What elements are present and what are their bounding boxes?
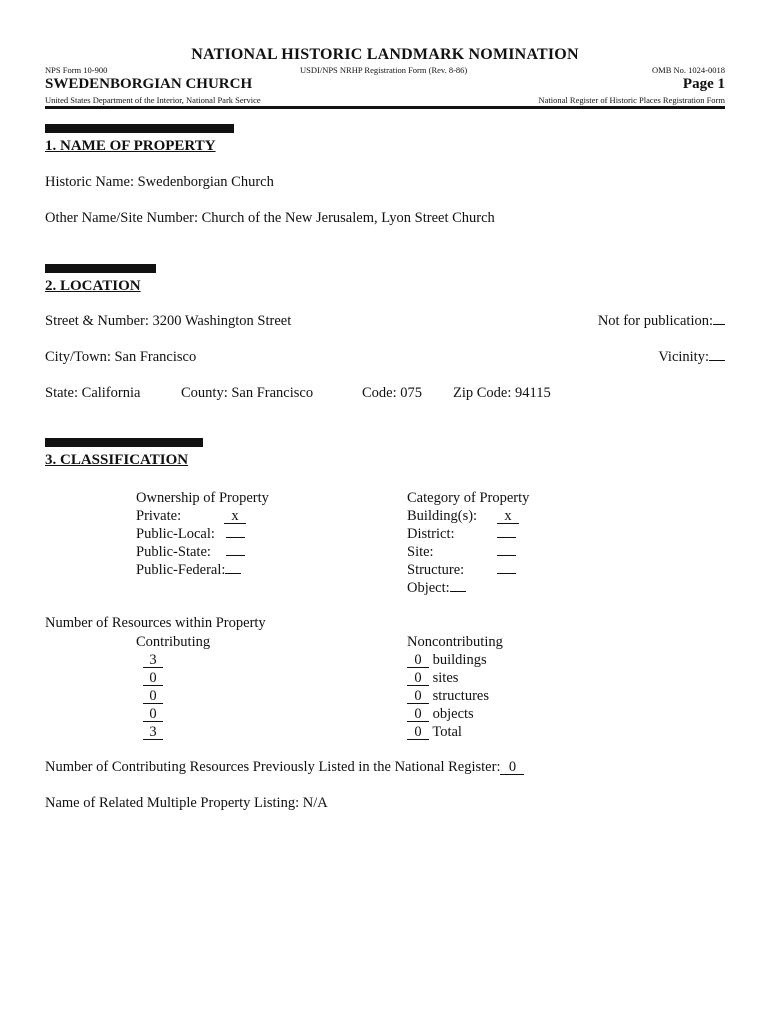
category-site: Site: [407, 543, 567, 561]
zip-code: Zip Code: 94115 [453, 385, 551, 401]
vicinity-blank [709, 360, 725, 361]
category-buildings: Building(s): x [407, 507, 567, 525]
section-2-title: 2. LOCATION [45, 278, 141, 294]
contributing-sites: 0 [136, 669, 256, 687]
resources-heading: Number of Resources within Property [45, 615, 266, 631]
ownership-public-local: Public-Local: [136, 525, 296, 543]
noncontributing-buildings: 0 buildings [407, 651, 567, 669]
code: Code: 075 [362, 385, 423, 401]
contributing-buildings: 3 [136, 651, 256, 669]
ownership-public-state: Public-State: [136, 543, 296, 561]
property-name-header: SWEDENBORGIAN CHURCH [45, 76, 253, 92]
section-1-title: 1. NAME OF PROPERTY [45, 138, 216, 154]
ownership-heading: Ownership of Property [136, 490, 269, 506]
contributing-structures: 0 [136, 687, 256, 705]
section-bar [45, 264, 156, 273]
noncontributing-total: 0 Total [407, 723, 567, 741]
document-title: NATIONAL HISTORIC LANDMARK NOMINATION [191, 46, 579, 63]
other-name: Other Name/Site Number: Church of the New Jerusalem, Lyon Street Church [45, 210, 495, 226]
state: State: California [45, 385, 141, 401]
not-for-publication: Not for publication: [598, 313, 725, 330]
not-for-publication-blank [713, 324, 725, 325]
county: County: San Francisco [181, 385, 314, 401]
category-district: District: [407, 525, 567, 543]
category-object: Object: [407, 579, 567, 597]
noncontributing-objects: 0 objects [407, 705, 567, 723]
ownership-private: Private: x [136, 507, 296, 525]
noncontributing-sites: 0 sites [407, 669, 567, 687]
noncontributing-column [407, 633, 567, 741]
contributing-column [136, 633, 256, 741]
contributing-objects: 0 [136, 705, 256, 723]
contributing-heading: Contributing [136, 634, 211, 650]
noncontributing-structures: 0 structures [407, 687, 567, 705]
category-structure: Structure: [407, 561, 567, 579]
city-town: City/Town: San Francisco [45, 349, 197, 365]
previously-listed: Number of Contributing Resources Previously Listed in the National Register: 0 [45, 759, 524, 776]
form-number: NPS Form 10-900 [45, 65, 108, 75]
department-line: United States Department of the Interior, National Park Service [45, 95, 261, 105]
category-of-property [407, 489, 567, 597]
historic-name: Historic Name: Swedenborgian Church [45, 174, 274, 190]
section-bar [45, 438, 203, 447]
section-bar [45, 124, 234, 133]
omb-number: OMB No. 1024-0018 [652, 65, 725, 75]
section-3-title: 3. CLASSIFICATION [45, 452, 189, 468]
contributing-total: 3 [136, 723, 256, 741]
street-number: Street & Number: 3200 Washington Street [45, 313, 292, 329]
category-heading: Category of Property [407, 490, 530, 506]
ownership-public-federal: Public-Federal: [136, 561, 296, 579]
vicinity: Vicinity: [658, 349, 725, 366]
related-listing: Name of Related Multiple Property Listing: N/A [45, 795, 328, 811]
register-line: National Register of Historic Places Registration Form [538, 95, 725, 105]
page-number: Page 1 [682, 76, 725, 92]
header-rule [45, 106, 725, 109]
noncontributing-heading: Noncontributing [407, 634, 503, 650]
ownership-of-property [136, 489, 296, 579]
usdi-form: USDI/NPS NRHP Registration Form (Rev. 8-86) [300, 65, 468, 75]
